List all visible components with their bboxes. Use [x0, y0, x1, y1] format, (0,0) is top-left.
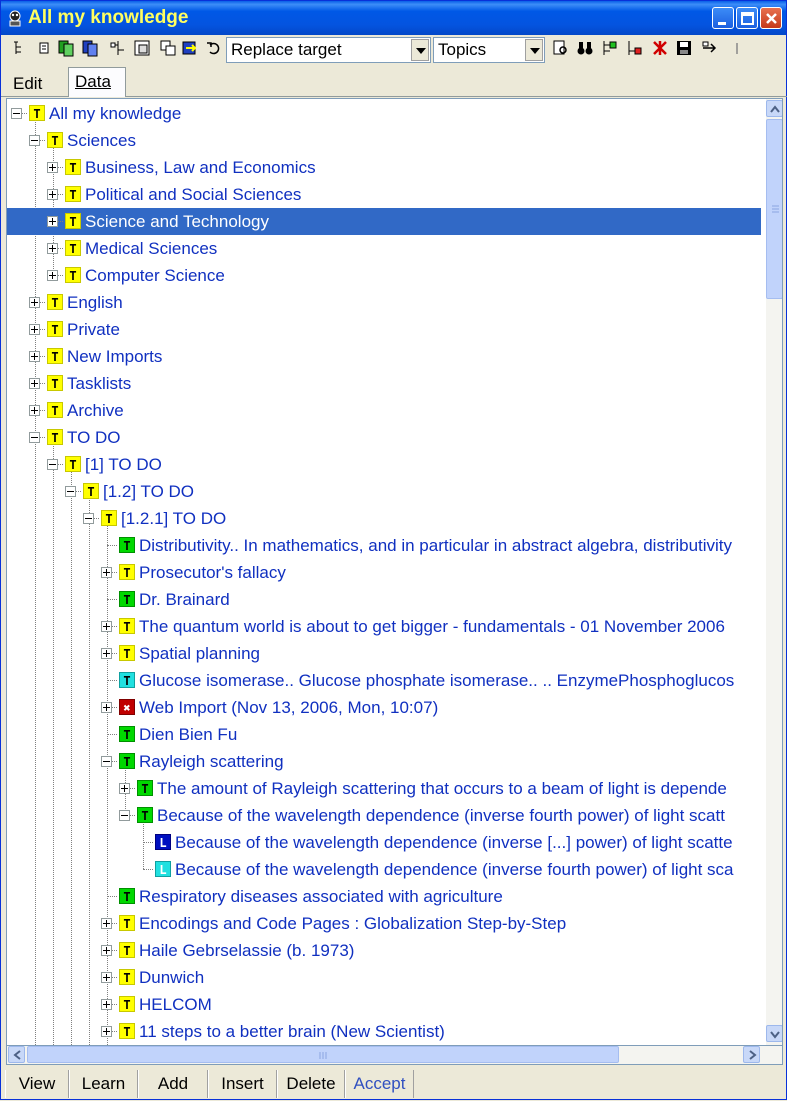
collapse-minus-icon[interactable]: [29, 432, 40, 443]
topic-icon: T: [29, 105, 45, 121]
tree-row-label: Dien Bien Fu: [139, 725, 238, 744]
tree-row-label: HELCOM: [139, 995, 212, 1014]
tree-row-label: Political and Social Sciences: [85, 185, 302, 204]
scroll-down-button[interactable]: [766, 1025, 783, 1042]
topic-icon: T: [119, 564, 135, 580]
tree-row-label: Haile Gebrselassie (b. 1973): [139, 941, 355, 960]
expand-plus-icon[interactable]: [101, 999, 112, 1010]
tree-row[interactable]: [7, 316, 761, 343]
vertical-scrollbar[interactable]: [766, 99, 783, 1045]
tree-connector: [107, 896, 117, 897]
tree-row[interactable]: [7, 883, 761, 910]
insert-button[interactable]: [208, 1070, 277, 1098]
list-icon[interactable]: [35, 39, 53, 57]
accept-button[interactable]: [345, 1070, 414, 1098]
tree-row[interactable]: [7, 154, 761, 181]
clone-icon[interactable]: [159, 39, 177, 57]
accept-button-label: Accept: [353, 1074, 406, 1093]
expand-plus-icon[interactable]: [29, 297, 40, 308]
collapse-minus-icon[interactable]: [101, 756, 112, 767]
find-document-icon[interactable]: [552, 39, 570, 57]
topic-icon: T: [47, 402, 63, 418]
learn-button[interactable]: [69, 1070, 138, 1098]
delete-icon[interactable]: [651, 39, 669, 57]
save-icon[interactable]: [675, 39, 693, 57]
tree-row-label: The amount of Rayleigh scattering that occurs to a beam of light is depende: [157, 779, 727, 798]
target-combo-dropdown[interactable]: [411, 39, 429, 61]
tree-connector: [107, 599, 117, 600]
topic-green-icon: T: [119, 726, 135, 742]
delete-button[interactable]: [277, 1070, 345, 1098]
info-icon[interactable]: [729, 39, 747, 57]
tree-row[interactable]: [7, 343, 761, 370]
target-combo-value: Replace target: [231, 40, 342, 59]
tab-edit[interactable]: [7, 70, 48, 97]
topic-icon: T: [65, 159, 81, 175]
learn-button-label: Learn: [81, 1074, 126, 1093]
tree-collapse-icon[interactable]: [11, 39, 29, 57]
tree-row-label: [1.2.1] TO DO: [121, 509, 227, 528]
tree-row[interactable]: [7, 262, 761, 289]
expand-plus-icon[interactable]: [29, 405, 40, 416]
tree-row-label: Distributivity.. In mathematics, and in particular in abstract algebra, distributivity: [139, 536, 733, 555]
insert-button-label: Insert: [221, 1074, 264, 1093]
expand-plus-icon[interactable]: [101, 648, 112, 659]
scroll-right-button[interactable]: [743, 1046, 760, 1063]
tree-row[interactable]: [7, 478, 761, 505]
expand-plus-icon[interactable]: [47, 162, 58, 173]
collapse-minus-icon[interactable]: [119, 810, 130, 821]
tree-row[interactable]: [7, 964, 761, 991]
tree-connector: [107, 680, 117, 681]
tree-row-label: Because of the wavelength dependence (inverse [...] power) of light scatte: [175, 833, 733, 852]
tree-row[interactable]: [7, 181, 761, 208]
topic-icon: T: [119, 969, 135, 985]
chevron-down-icon: [416, 48, 426, 54]
tree-row-label: Encodings and Code Pages : Globalization Step-by-Step: [139, 914, 567, 933]
topic-green-icon: T: [119, 591, 135, 607]
tree-row[interactable]: [7, 640, 761, 667]
add-button[interactable]: [138, 1070, 208, 1098]
tree-row[interactable]: [7, 559, 761, 586]
chevron-down-icon: [767, 1026, 783, 1043]
undo-icon[interactable]: [205, 39, 223, 57]
tree-row-label: Prosecutor's fallacy: [139, 563, 286, 582]
tree-row[interactable]: [7, 991, 761, 1018]
topic-icon: T: [119, 645, 135, 661]
tree-row-label: Medical Sciences: [85, 239, 218, 258]
tree-row-label: TO DO: [67, 428, 121, 447]
tree-row-label: Business, Law and Economics: [85, 158, 316, 177]
copy-blue-icon[interactable]: [81, 39, 99, 57]
tree-row[interactable]: [7, 694, 761, 721]
tree-row[interactable]: [7, 667, 761, 694]
topic-icon: T: [119, 618, 135, 634]
tree-row[interactable]: [7, 424, 761, 451]
tree-row-label: Archive: [67, 401, 124, 420]
tree-row-label: The quantum world is about to get bigger - fundamentals - 01 November 2006: [139, 617, 725, 636]
delete-button-label: Delete: [286, 1074, 336, 1093]
tree-row-label: [1] TO DO: [85, 455, 162, 474]
topic-icon: T: [47, 132, 63, 148]
expand-plus-icon[interactable]: [47, 270, 58, 281]
tree-row[interactable]: [7, 937, 761, 964]
maximize-button[interactable]: [736, 7, 758, 29]
expand-plus-icon[interactable]: [101, 621, 112, 632]
tree-row[interactable]: [7, 451, 761, 478]
view-button-label: View: [18, 1074, 56, 1093]
web-import-icon: ✖: [119, 699, 135, 715]
tree-row-label: Because of the wavelength dependence (inverse fourth power) of light scatt: [157, 806, 725, 825]
collapse-minus-icon[interactable]: [11, 108, 22, 119]
tree-row[interactable]: [7, 127, 761, 154]
tree-row-label: Spatial planning: [139, 644, 260, 663]
tree-row-label: Science and Technology: [85, 212, 269, 231]
topic-green-icon: T: [137, 807, 153, 823]
tree-row[interactable]: [7, 289, 761, 316]
bottom-button-bar: [1, 1067, 787, 1101]
tree-row[interactable]: [7, 829, 761, 856]
topic-icon: T: [119, 915, 135, 931]
expand-plus-icon[interactable]: [101, 702, 112, 713]
tree-row-label: All my knowledge: [49, 104, 182, 123]
minimize-button[interactable]: [712, 7, 734, 29]
expand-plus-icon[interactable]: [29, 351, 40, 362]
topic-green-icon: T: [119, 537, 135, 553]
horizontal-scroll-thumb[interactable]: [27, 1046, 619, 1063]
collapse-minus-icon[interactable]: [47, 459, 58, 470]
topic-green-icon: T: [137, 780, 153, 796]
add-branch-icon[interactable]: [600, 39, 618, 57]
transfer-icon[interactable]: [181, 39, 199, 57]
tree-row[interactable]: [7, 910, 761, 937]
tree-row-label: Dunwich: [139, 968, 205, 987]
tree-row[interactable]: [7, 235, 761, 262]
topic-green-icon: T: [119, 888, 135, 904]
expand-plus-icon[interactable]: [101, 945, 112, 956]
copy-green-icon[interactable]: [57, 39, 75, 57]
tree-row[interactable]: [7, 856, 761, 883]
target-combo[interactable]: [226, 37, 431, 63]
scroll-up-button[interactable]: [766, 100, 783, 117]
knowledge-tree[interactable]: [6, 98, 783, 1046]
tab-edit-label: Edit: [13, 74, 43, 93]
tree-row-label: English: [67, 293, 123, 312]
topic-icon: T: [65, 240, 81, 256]
close-icon: [761, 8, 783, 30]
tree-row-label: Rayleigh scattering: [139, 752, 284, 771]
topic-icon: T: [119, 996, 135, 1012]
chevron-up-icon: [767, 101, 783, 118]
tree-row[interactable]: [7, 532, 761, 559]
topic-green-icon: T: [119, 753, 135, 769]
tree-row-label: Private: [67, 320, 120, 339]
expand-plus-icon[interactable]: [119, 783, 130, 794]
tree-row-label: Web Import (Nov 13, 2006, Mon, 10:07): [139, 698, 439, 717]
topic-icon: T: [101, 510, 117, 526]
collapse-minus-icon[interactable]: [65, 486, 76, 497]
topic-icon: T: [47, 429, 63, 445]
app-icon: [6, 9, 24, 27]
expand-plus-icon[interactable]: [101, 567, 112, 578]
tree-connector: [107, 545, 117, 546]
item-blue-icon: L: [155, 834, 171, 850]
tree-row[interactable]: [7, 613, 761, 640]
expand-plus-icon[interactable]: [47, 216, 58, 227]
tab-data-label: Data: [75, 72, 111, 91]
tree-row-label: [1.2] TO DO: [103, 482, 195, 501]
expand-plus-icon[interactable]: [29, 324, 40, 335]
horizontal-scrollbar[interactable]: [6, 1046, 783, 1065]
topic-icon: T: [65, 186, 81, 202]
vertical-scroll-thumb[interactable]: [766, 119, 783, 299]
split-icon[interactable]: [109, 39, 127, 57]
scope-combo-dropdown[interactable]: [525, 39, 543, 61]
topic-icon: T: [83, 483, 99, 499]
tree-row[interactable]: [7, 775, 761, 802]
tree-row-label: New Imports: [67, 347, 163, 366]
tree-row[interactable]: [7, 1018, 761, 1045]
move-icon[interactable]: [701, 39, 719, 57]
maximize-icon: [737, 8, 759, 30]
binoculars-icon[interactable]: [576, 39, 594, 57]
view-button[interactable]: [5, 1070, 69, 1098]
grip-icon: [767, 120, 783, 300]
topic-icon: T: [65, 456, 81, 472]
topic-icon: T: [47, 294, 63, 310]
chevron-left-icon: [9, 1047, 26, 1064]
collapse-minus-icon[interactable]: [29, 135, 40, 146]
expand-plus-icon[interactable]: [29, 378, 40, 389]
tab-strip: [1, 67, 787, 97]
scope-combo[interactable]: [433, 37, 545, 63]
expand-plus-icon[interactable]: [101, 972, 112, 983]
tree-row[interactable]: [7, 100, 761, 127]
collapse-minus-icon[interactable]: [83, 513, 94, 524]
tree-row[interactable]: [7, 802, 761, 829]
tree-row-label: Tasklists: [67, 374, 132, 393]
topic-icon: T: [119, 942, 135, 958]
topic-icon: T: [47, 321, 63, 337]
item-cyan-icon: L: [155, 861, 171, 877]
tree-row-label: Sciences: [67, 131, 136, 150]
topic-icon: T: [47, 348, 63, 364]
topic-icon: T: [65, 213, 81, 229]
tree-row-label: Glucose isomerase.. Glucose phosphate isomerase.. .. EnzymePhosphoglucos: [139, 671, 735, 690]
tab-data[interactable]: [68, 67, 126, 97]
topic-cyan-icon: T: [119, 672, 135, 688]
chevron-down-icon: [530, 48, 540, 54]
tree-row[interactable]: [7, 370, 761, 397]
tree-row[interactable]: [7, 721, 761, 748]
topic-icon: T: [65, 267, 81, 283]
close-button[interactable]: [760, 7, 782, 29]
window-title: All my knowledge: [28, 7, 189, 28]
document-icon[interactable]: [133, 39, 151, 57]
minimize-icon: [713, 8, 735, 30]
topic-icon: T: [119, 1023, 135, 1039]
tree-row-label: Respiratory diseases associated with agriculture: [139, 887, 503, 906]
tree-row[interactable]: [7, 505, 761, 532]
expand-plus-icon[interactable]: [47, 243, 58, 254]
tree-row-label: Because of the wavelength dependence (inverse fourth power) of light sca: [175, 860, 734, 879]
tree-row-label: Computer Science: [85, 266, 225, 285]
expand-plus-icon[interactable]: [101, 1026, 112, 1037]
grip-icon: [28, 1047, 620, 1064]
tree-row[interactable]: [7, 586, 761, 613]
add-child-icon[interactable]: [625, 39, 643, 57]
tree-row[interactable]: [7, 748, 761, 775]
scroll-left-button[interactable]: [8, 1046, 25, 1063]
tree-row-label: 11 steps to a better brain (New Scientist): [139, 1022, 445, 1041]
add-button-label: Add: [157, 1074, 189, 1093]
chevron-right-icon: [744, 1047, 761, 1064]
tree-connector: [143, 842, 153, 843]
tree-connector: [143, 869, 153, 870]
expand-plus-icon[interactable]: [101, 918, 112, 929]
tree-row[interactable]: [7, 208, 761, 235]
tree-connector: [107, 734, 117, 735]
topic-icon: T: [47, 375, 63, 391]
title-bar[interactable]: [1, 1, 786, 35]
expand-plus-icon[interactable]: [47, 189, 58, 200]
scope-combo-value: Topics: [438, 40, 487, 59]
tree-row-label: Dr. Brainard: [139, 590, 230, 609]
tree-row[interactable]: [7, 397, 761, 424]
